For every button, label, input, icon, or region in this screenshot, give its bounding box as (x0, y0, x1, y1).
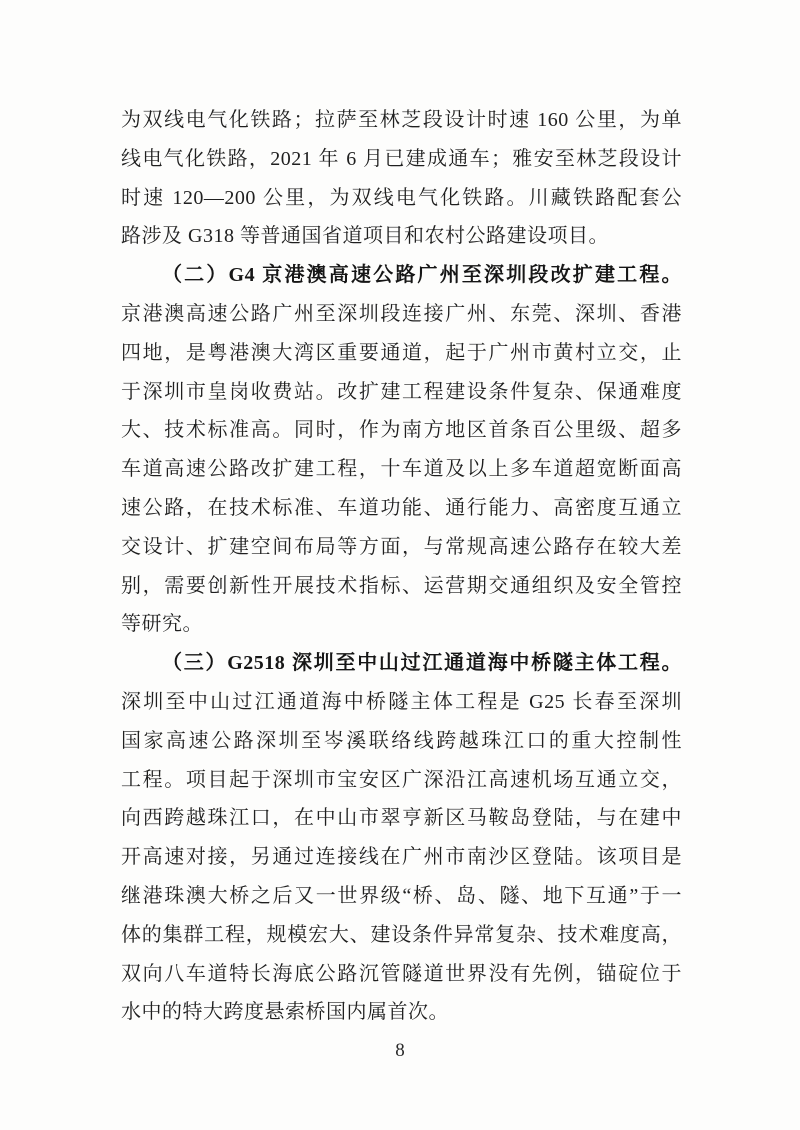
text-line: 向西跨越珠江口，在中山市翠亨新区马鞍岛登陆，与在建中 (121, 807, 682, 830)
text-line: 开高速对接，另通过连接线在广州市南沙区登陆。该项目是 (121, 846, 682, 869)
text-line: 国家高速公路深圳至岑溪联络线跨越珠江口的重大控制性 (121, 729, 682, 752)
text-line: 深圳至中山过江通道海中桥隧主体工程是 G25 长春至深圳 (121, 690, 682, 713)
section-2-heading: （二）G4 京港澳高速公路广州至深圳段改扩建工程。 (162, 264, 682, 287)
section-3-heading: （三）G2518 深圳至中山过江通道海中桥隧主体工程。 (162, 652, 682, 675)
text-line: 线电气化铁路，2021 年 6 月已建成通车；雅安至林芝段设计 (121, 147, 682, 170)
text-line: 京港澳高速公路广州至深圳段连接广州、东莞、深圳、香港 (121, 302, 682, 325)
text-line: 四地，是粤港澳大湾区重要通道，起于广州市黄村立交，止 (121, 341, 682, 364)
text-line: 继港珠澳大桥之后又一世界级“桥、岛、隧、地下互通”于一 (121, 884, 682, 907)
text-column (121, 101, 682, 1032)
text-line: 交设计、扩建空间布局等方面，与常规高速公路存在较大差 (121, 535, 682, 558)
text-line: 体的集群工程，规模宏大、建设条件异常复杂、技术难度高， (121, 923, 682, 946)
text-line: 等研究。 (121, 613, 203, 636)
text-line: 于深圳市皇岗收费站。改扩建工程建设条件复杂、保通难度 (121, 380, 682, 403)
text-line: 大、技术标准高。同时，作为南方地区首条百公里级、超多 (121, 419, 682, 442)
text-line: 速公路，在技术标准、车道功能、通行能力、高密度互通立 (121, 496, 682, 519)
text-line: 车道高速公路改扩建工程，十车道及以上多车道超宽断面高 (121, 458, 682, 481)
text-line: 工程。项目起于深圳市宝安区广深沿江高速机场互通立交， (121, 768, 682, 791)
text-line: 水中的特大跨度悬索桥国内属首次。 (121, 1001, 449, 1024)
text-line: 时速 120—200 公里，为双线电气化铁路。川藏铁路配套公 (121, 186, 682, 209)
text-line: 路涉及 G318 等普通国省道项目和农村公路建设项目。 (121, 225, 609, 248)
text-line: 为双线电气化铁路；拉萨至林芝段设计时速 160 公里，为单 (121, 109, 682, 131)
page-number: 8 (395, 1040, 405, 1061)
text-line: 别，需要创新性开展技术指标、运营期交通组织及安全管控 (121, 574, 682, 597)
text-line: 双向八车道特长海底公路沉管隧道世界没有先例，锚碇位于 (121, 962, 682, 985)
